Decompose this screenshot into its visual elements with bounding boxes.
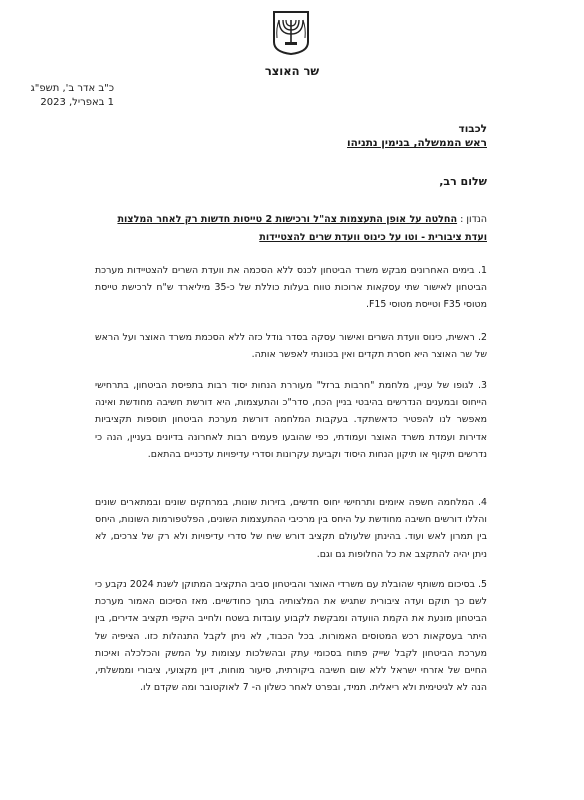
gregorian-date: 1 באפריל, 2023 [40, 97, 114, 108]
paragraph-text: לגופו של עניין, מלחמת "חרבות ברזל" מעוררת הנחות יסוד רבות בתפיסת הביטחון, בתרחישי הייחוס ובמענים הנדרשים בהיבטי בניין הכח, סדר"כ והתעצמות, היא דורשת חשיבה מחודשת ואינה מאפשר לנו להפטיר כדאשתקד. בעקבות המלחמה דורשת מערכת הביטחון תוספות תקציביות אדירות ועמדת משרד האוצר ועמודתי, כפי שהובעו פעמים רבות לאחרונה בדיונים בעניין, הנה כי נדרשים תיקוף או תיקון הנחות היסוד וקביעת עקרונות וסדרי עדיפויות עדכניים בהתאם. [95, 380, 487, 460]
subject-text: החלטה על אופן התעצמות צה"ל ורכישות 2 טייסות חדשות רק לאחר המלצות ועדת ציבורית - וטו על כינוס וועדת שרים להצטיידות [117, 214, 487, 243]
paragraph-text: ראשית, כינוס וועדת השרים ואישור עסקה בסדר גודל כזה ללא הסכמת משרד האוצר ועל הראש של שר האוצר היא חסרת תקדים ואין בכוונתי לאפשר אותה. [95, 332, 487, 361]
recipient-block [347, 122, 487, 150]
paragraph-2 [95, 329, 487, 363]
paragraph-5 [95, 576, 487, 696]
greeting: שלום רב, [439, 175, 487, 188]
hebrew-date: כ"ב אדר ב', תשפ"ג [30, 83, 114, 94]
recipient-to: לכבוד [458, 123, 487, 135]
paragraph-text: בסיכום משותף שהובלת עם משרדי האוצר והביטחון סביב התקציב המתוקן לשנת 2024 נקבע כי לשם כך תוקם ועדה ציבורית שתגיש את המלצותיה בתוך כחודשיים. מאז הסיכום האמור מערכת הביטחון מונעת את הקמת הוועדה ומבקשת לקבוע עובדות בשטח ולחייב היקפי תקציב אדירים, בין היתר בעסקאות רכש המטוסים האמורות. בכל הכבוד, לא ניתן לקבל התנהלות כזו. הציפיה של מערכת הביטחון לקבל שייק פתוח בסכומי עתק ובהשלכות עצומות על המשק והכלכלה ואיכות החיים של אזרחי ישראל ללא שום חשיבה ביקורתית, סיעור מוחות, דיון מקצועי, ציבורי וממשלתי, הנה לא לגיטימית ולא ריאלית. תמיד, ובפרט לאחר כשלון ה- 7 לאוקטובר ומה שקדם לו. [95, 579, 487, 694]
subject-line [97, 211, 487, 247]
paragraph-4 [95, 494, 487, 563]
paragraph-text: בימים האחרונים מבקש משרד הביטחון לכנס ללא הסכמה את וועדת השרים להצטיידות מערכת הביטחון לאישור שתי עסקאות ארוכות טווח בעלות כוללת של כ-35 מיליארד ש"ח לרכישת טייסת מטוסי F35 וטייסת מטוסי F15. [95, 265, 488, 311]
paragraph-text: המלחמה חשפה איומים ותרחישי יחוס חדשים, בזירות שונות, במרחקים שונים ובמתארים שונים והללו דורשים חשיבה מחודשת על היחס בין מרכיבי ההתעצמות השונים, הפלטפורמות השונות, היחס בין תמרון לאש ועוד. בהינתן שלעולם תקציב דורש שיח של סדרי עדיפויות ולא רק של צרכים, לא ניתן יהיה להתקצב את כל החלופות גם וגם. [95, 497, 487, 560]
recipient-name: ראש הממשלה, בנימין נתניהו [347, 137, 487, 149]
menorah-emblem-icon [270, 8, 312, 56]
paragraph-number: 1. [478, 265, 487, 276]
paragraph-3 [95, 377, 487, 463]
paragraph-1 [95, 262, 487, 314]
minister-title: שר האוצר [264, 64, 320, 78]
date-block [31, 82, 114, 110]
paragraph-number: 2. [478, 332, 487, 343]
paragraph-number: 3. [478, 380, 487, 391]
paragraph-number: 5. [478, 579, 487, 590]
paragraph-number: 4. [478, 497, 487, 508]
subject-label: הנדון : [460, 214, 487, 225]
